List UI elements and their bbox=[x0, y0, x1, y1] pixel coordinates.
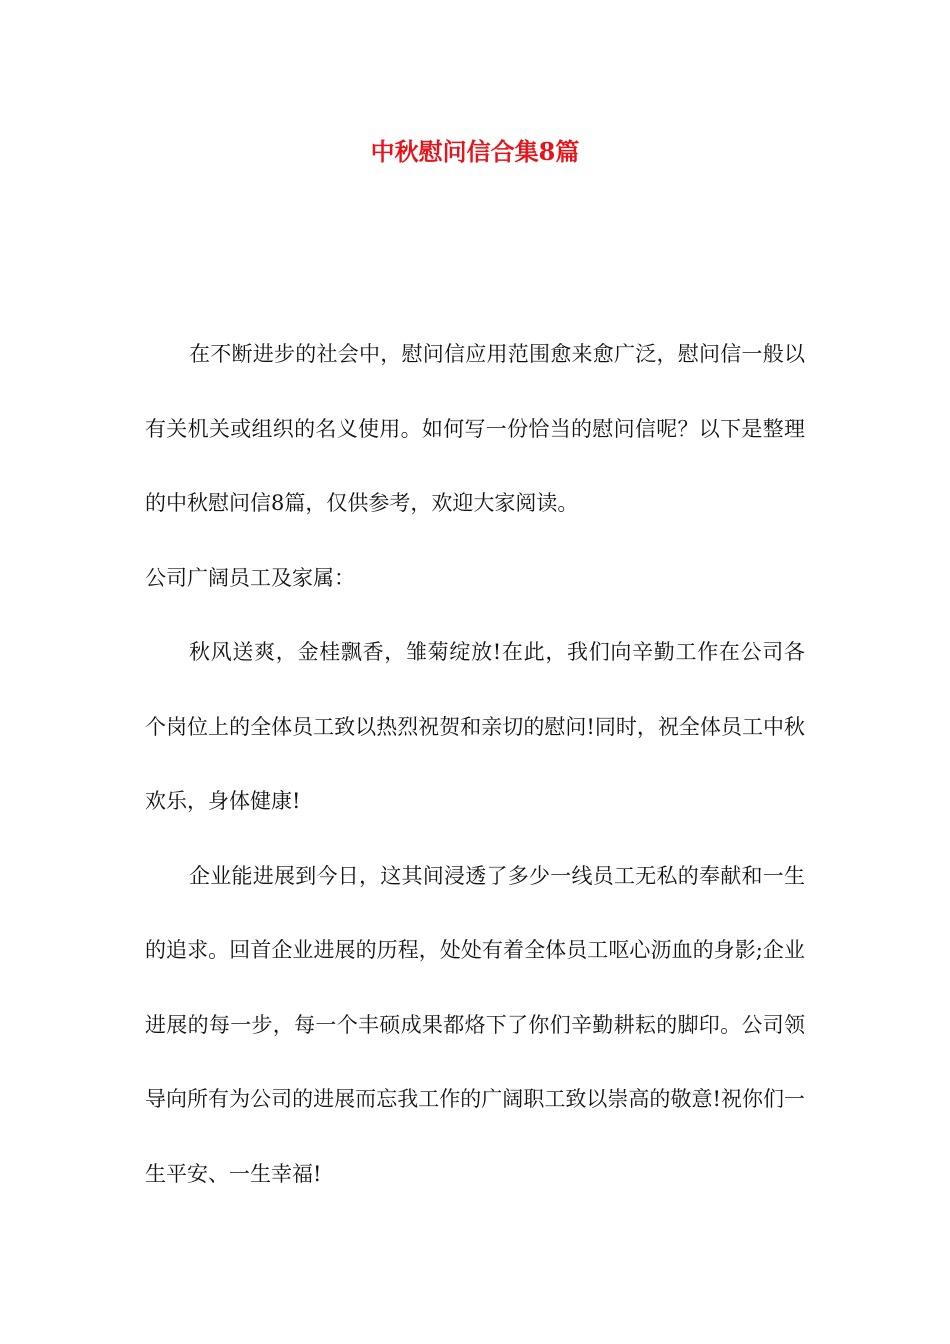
body-paragraph-1: 秋风送爽，金桂飘香，雏菊绽放!在此，我们向辛勤工作在公司各个岗位上的全体员工致以热烈祝贺和亲切的慰问!同时，祝全体员工中秋欢乐，身体健康! bbox=[145, 640, 805, 813]
document-title: 中秋慰问信合集8篇 bbox=[370, 137, 580, 166]
document-body bbox=[145, 317, 805, 1211]
intro-paragraph: 在不断进步的社会中，慰问信应用范围愈来愈广泛，慰问信一般以有关机关或组织的名义使用。如何写一份恰当的慰问信呢？以下是整理的中秋慰问信8篇，仅供参考，欢迎大家阅读。 bbox=[145, 342, 805, 515]
salutation: 公司广阔员工及家属： bbox=[145, 565, 355, 590]
body-paragraph-2: 企业能进展到今日，这其间浸透了多少一线员工无私的奉献和一生的追求。回首企业进展的历程，处处有着全体员工呕心沥血的身影;企业进展的每一步，每一个丰硕成果都烙下了你们辛勤耕耘的脚印。公司领导向所有为公司的进展而忘我工作的广阔职工致以崇高的敬意!祝你们一生平安、一生幸福! bbox=[145, 863, 805, 1186]
